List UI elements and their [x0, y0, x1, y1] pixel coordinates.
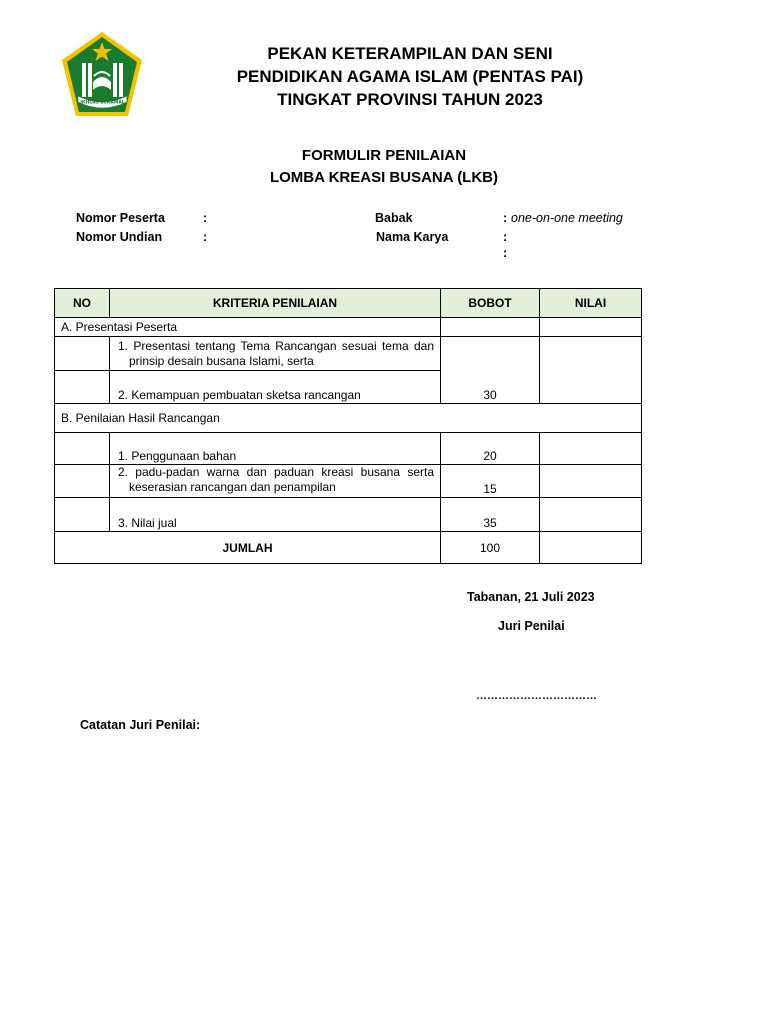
- form-subtitle: LOMBA KREASI BUSANA (LKB): [269, 169, 499, 186]
- a2-no: [55, 371, 110, 404]
- table-row: [55, 337, 642, 371]
- assessment-table: [54, 288, 642, 564]
- babak-colon: :: [503, 211, 508, 225]
- table-header-row: [55, 289, 642, 318]
- a1-criteria: [110, 337, 441, 371]
- b2-nilai-input[interactable]: [540, 465, 642, 498]
- b1-bobot: 20: [441, 433, 540, 465]
- a-bobot-value: 30: [441, 337, 540, 404]
- babak-value: one-on-one meeting: [511, 211, 623, 225]
- a1-criteria-text: 1. Presentasi tentang Tema Rancangan sesuai tema dan prinsip desain busana Islami, serta: [118, 338, 434, 368]
- nomor-peserta-label: Nomor Peserta: [76, 211, 165, 225]
- b1-nilai-input[interactable]: [540, 433, 642, 465]
- place-date: Tabanan, 21 Juli 2023: [467, 590, 595, 604]
- section-a-bobot: [441, 318, 540, 337]
- babak-label: Babak: [375, 211, 413, 225]
- header-nilai: NILAI: [540, 289, 642, 318]
- b3-bobot: 35: [441, 498, 540, 532]
- a2-criteria: 2. Kemampuan pembuatan sketsa rancangan: [110, 371, 441, 404]
- table-row: [55, 433, 642, 465]
- section-a-label: A. Presentasi Peserta: [55, 318, 441, 337]
- total-label: JUMLAH: [55, 532, 441, 564]
- juri-penilai-label: Juri Penilai: [498, 619, 565, 633]
- b2-no: [55, 465, 110, 498]
- nomor-undian-label: Nomor Undian: [76, 230, 163, 244]
- b2-bobot: 15: [441, 465, 540, 498]
- section-b-row: [55, 404, 642, 433]
- b3-no: [55, 498, 110, 532]
- b1-criteria: 1. Penggunaan bahan: [110, 433, 441, 465]
- table-row: [55, 498, 642, 532]
- section-a-nilai[interactable]: [540, 318, 642, 337]
- nama-karya-label: Nama Karya: [376, 230, 449, 244]
- section-b-label: B. Penilaian Hasil Rancangan: [55, 404, 642, 433]
- kemenag-logo: [60, 30, 145, 120]
- nama-karya-colon-2: :: [503, 246, 508, 260]
- form-title: FORMULIR PENILAIAN: [301, 147, 467, 164]
- header-bobot: BOBOT: [441, 289, 540, 318]
- nama-karya-colon: :: [503, 230, 508, 244]
- header-kriteria: KRITERIA PENILAIAN: [110, 289, 441, 318]
- header-line-2: PENDIDIKAN AGAMA ISLAM (PENTAS PAI): [236, 67, 584, 86]
- total-value: 100: [441, 532, 540, 564]
- table-row: [55, 465, 642, 498]
- b1-no: [55, 433, 110, 465]
- a1-no: [55, 337, 110, 371]
- header-line-1: PEKAN KETERAMPILAN DAN SENI: [267, 44, 553, 63]
- svg-text:IKHLAS BERAMAL: IKHLAS BERAMAL: [80, 100, 125, 106]
- b2-criteria-text: 2. padu-padan warna dan paduan kreasi busana serta keserasian rancangan dan penampilan: [118, 465, 434, 494]
- b2-criteria: [110, 465, 441, 498]
- header-line-3: TINGKAT PROVINSI TAHUN 2023: [277, 90, 543, 109]
- section-a-row: [55, 318, 642, 337]
- header-no: NO: [55, 289, 110, 318]
- total-nilai-input[interactable]: [540, 532, 642, 564]
- signature-line: ……………………………: [476, 690, 597, 702]
- total-row: [55, 532, 642, 564]
- b3-criteria: 3. Nilai jual: [110, 498, 441, 532]
- b3-nilai-input[interactable]: [540, 498, 642, 532]
- a-nilai-input[interactable]: [540, 337, 642, 404]
- catatan-label: Catatan Juri Penilai:: [80, 718, 201, 732]
- nomor-undian-colon: :: [203, 230, 208, 244]
- nomor-peserta-colon: :: [203, 211, 208, 225]
